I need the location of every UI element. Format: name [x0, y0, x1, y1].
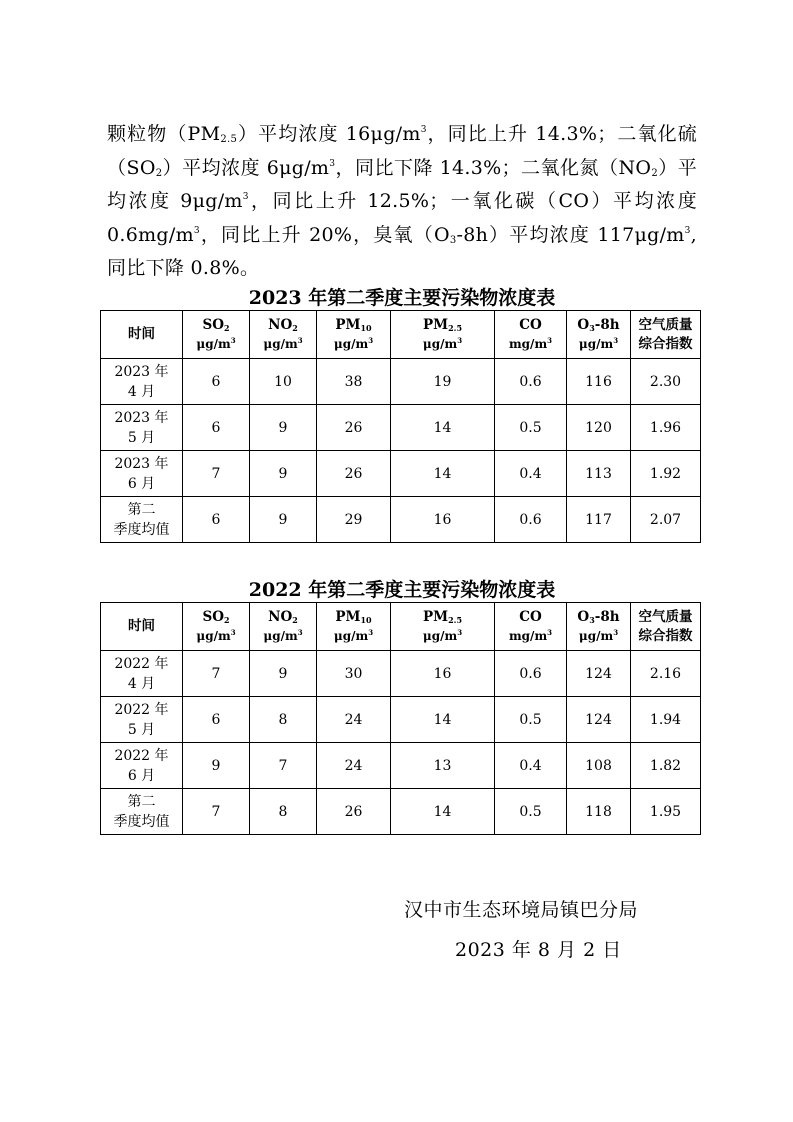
row-label: 第二 季度均值: [101, 497, 183, 543]
cell-pm10: 26: [317, 451, 391, 497]
cell-o3: 113: [567, 451, 631, 497]
row-label: 2023 年 5 月: [101, 405, 183, 451]
cell-so2: 6: [183, 697, 250, 743]
table-row: [101, 743, 701, 789]
para-text: ）平均浓度 9μg/m: [107, 156, 698, 212]
table-row: [101, 697, 701, 743]
para-sup: 3: [193, 225, 200, 236]
cell-no2: 7: [250, 743, 317, 789]
para-text: ，同比上升 12.5%；一氧化碳（CO）平均浓度 0.6mg/m: [107, 190, 697, 246]
cell-o3: 124: [567, 697, 631, 743]
header-o3: $O_3-8h$ $\mu g/m^3$: [567, 311, 631, 359]
cell-o3: 108: [567, 743, 631, 789]
cell-pm25: 16: [391, 497, 495, 543]
cell-pm25: 14: [391, 697, 495, 743]
header-aqi: 空气质量 综合指数: [631, 311, 701, 359]
row-label: 2022 年 5 月: [101, 697, 183, 743]
cell-so2: 7: [183, 651, 250, 697]
para-text: ）平均浓度 16μg/m: [237, 123, 421, 145]
header-time: 时间: [101, 603, 183, 651]
header-pm25: $PM_{2.5}$ $\mu g/m^3$: [391, 603, 495, 651]
cell-pm10: 29: [317, 497, 391, 543]
cell-o3: 117: [567, 497, 631, 543]
cell-no2: 9: [250, 405, 317, 451]
cell-no2: 8: [250, 789, 317, 835]
cell-no2: 9: [250, 451, 317, 497]
cell-co: 0.5: [495, 789, 567, 835]
table-row: [101, 405, 701, 451]
cell-so2: 6: [183, 359, 250, 405]
para-text: 颗粒物（PM: [107, 123, 221, 145]
header-time: 时间: [101, 311, 183, 359]
header-o3: $O_3-8h$ $\mu g/m^3$: [567, 603, 631, 651]
header-co: CO $mg/m^3$: [495, 311, 567, 359]
table-row: [101, 451, 701, 497]
cell-pm10: 24: [317, 743, 391, 789]
para-sub: 2: [155, 167, 163, 179]
cell-pm25: 16: [391, 651, 495, 697]
cell-co: 0.4: [495, 743, 567, 789]
header-so2: $SO_2$ $\mu g/m^3$: [183, 311, 250, 359]
signature-date: 2023 年 8 月 2 日: [455, 939, 622, 961]
para-sup: 3: [684, 225, 691, 236]
cell-aqi: 1.94: [631, 697, 701, 743]
cell-pm10: 26: [317, 789, 391, 835]
signature-org: 汉中市生态环境局镇巴分局: [404, 899, 639, 921]
cell-so2: 6: [183, 405, 250, 451]
para-text: ,同比下降 0.8%。: [107, 223, 697, 279]
header-aqi: 空气质量 综合指数: [631, 603, 701, 651]
cell-co: 0.5: [495, 697, 567, 743]
table-row: [101, 651, 701, 697]
cell-pm10: 38: [317, 359, 391, 405]
cell-aqi: 1.82: [631, 743, 701, 789]
para-sup: 3: [242, 192, 249, 202]
table-2023-title: 2023 年第二季度主要污染物浓度表: [248, 287, 556, 309]
row-label: 2022 年 6 月: [101, 743, 183, 789]
cell-pm25: 14: [391, 789, 495, 835]
cell-aqi: 2.07: [631, 497, 701, 543]
cell-pm25: 14: [391, 451, 495, 497]
para-sub: 2.5: [220, 134, 238, 145]
header-no2: $NO_2$ $\mu g/m^3$: [250, 311, 317, 359]
cell-co: 0.6: [495, 497, 567, 543]
cell-no2: 10: [250, 359, 317, 405]
para-sub: 2: [651, 167, 658, 179]
para-sup: 3: [420, 125, 427, 135]
cell-aqi: 1.96: [631, 405, 701, 451]
cell-pm25: 19: [391, 359, 495, 405]
cell-o3: 120: [567, 405, 631, 451]
cell-pm10: 30: [317, 651, 391, 697]
header-co: CO $mg/m^3$: [495, 603, 567, 651]
table-row: [101, 497, 701, 543]
para-sup: 3: [329, 158, 336, 169]
header-so2: $SO_2$ $\mu g/m^3$: [183, 603, 250, 651]
table-row: [101, 789, 701, 835]
cell-pm25: 13: [391, 743, 495, 789]
row-label: 2022 年 4 月: [101, 651, 183, 697]
table-2023: [100, 310, 701, 543]
para-sub: 3: [449, 234, 457, 246]
table-row: [101, 359, 701, 405]
cell-co: 0.4: [495, 451, 567, 497]
cell-so2: 6: [183, 497, 250, 543]
cell-o3: 116: [567, 359, 631, 405]
cell-aqi: 1.95: [631, 789, 701, 835]
cell-o3: 124: [567, 651, 631, 697]
table-header-row: [101, 603, 701, 651]
table-header-row: [101, 311, 701, 359]
header-pm25: $PM_{2.5}$ $\mu g/m^3$: [391, 311, 495, 359]
summary-paragraph: [107, 118, 697, 286]
cell-aqi: 2.16: [631, 651, 701, 697]
cell-pm25: 14: [391, 405, 495, 451]
cell-so2: 9: [183, 743, 250, 789]
row-label: 2023 年 6 月: [101, 451, 183, 497]
cell-no2: 8: [250, 697, 317, 743]
cell-co: 0.6: [495, 651, 567, 697]
para-text: ，同比下降 14.3%；二氧化氮（NO: [335, 156, 652, 179]
para-text: ，同比上升 14.3%；二氧化硫（SO: [107, 123, 697, 179]
cell-so2: 7: [183, 451, 250, 497]
cell-aqi: 2.30: [631, 359, 701, 405]
cell-co: 0.5: [495, 405, 567, 451]
row-label: 2023 年 4 月: [101, 359, 183, 405]
cell-no2: 9: [250, 651, 317, 697]
cell-so2: 7: [183, 789, 250, 835]
cell-pm10: 24: [317, 697, 391, 743]
para-text: ）平均浓度 6μg/m: [162, 156, 330, 179]
header-pm10: $PM_{10}$ $\mu g/m^3$: [317, 603, 391, 651]
cell-pm10: 26: [317, 405, 391, 451]
para-text: ，同比上升 20%，臭氧（O: [199, 223, 450, 246]
para-text: -8h）平均浓度 117μg/m: [456, 223, 685, 246]
cell-co: 0.6: [495, 359, 567, 405]
row-label: 第二 季度均值: [101, 789, 183, 835]
header-no2: $NO_2$ $\mu g/m^3$: [250, 603, 317, 651]
table-2022: [100, 602, 701, 835]
cell-no2: 9: [250, 497, 317, 543]
cell-aqi: 1.92: [631, 451, 701, 497]
table-2022-title: 2022 年第二季度主要污染物浓度表: [248, 579, 556, 601]
cell-o3: 118: [567, 789, 631, 835]
header-pm10: $PM_{10}$ $\mu g/m^3$: [317, 311, 391, 359]
